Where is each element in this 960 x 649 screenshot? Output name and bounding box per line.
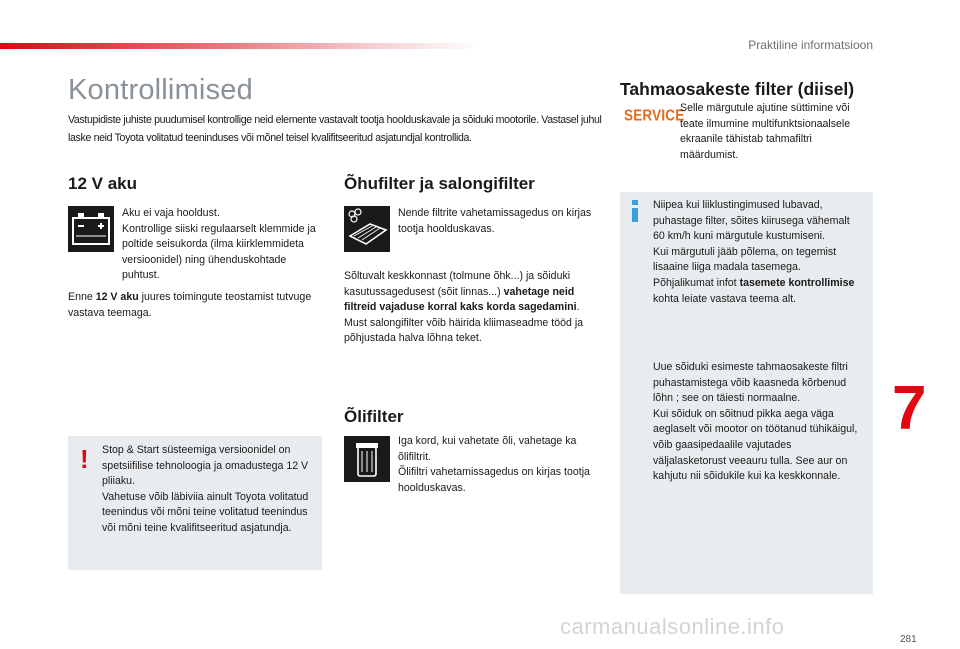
info-p1c (653, 276, 863, 307)
oil-filter-icon (344, 436, 390, 482)
info-p1c-bold: tasemete kontrollimise (739, 276, 855, 289)
oil-filter-line-1: Iga kord, kui vahetate õli, vahetage ka õlifiltrit. (398, 435, 577, 463)
battery-description (122, 206, 322, 284)
air-filter-icon (344, 206, 390, 252)
info-box (620, 192, 873, 594)
info-paragraph-2 (653, 360, 865, 485)
info-paragraph-1 (653, 198, 863, 307)
particle-filter-heading: Tahmaosakeste filter (diisel) (620, 79, 855, 99)
warning-box (68, 436, 322, 570)
air-filter-heading: Õhufilter ja salongifilter (344, 174, 535, 193)
intro-text: Vastupidiste juhiste puudumisel kontrollige neid elemente vastavalt tootja hoolduskavale ja sõiduki mootorile. Vastasel juhul laske neid Toyota volitatud teeninduses või mõnel teisel kvalifitseeritud asjatundjal kontrollida. (68, 114, 602, 144)
air-filter-p2-end: . (576, 301, 580, 314)
battery-line-1: Aku ei vaja hooldust. (122, 207, 220, 219)
battery-icon (68, 206, 114, 252)
info-p1c-suffix: kohta leiate vastava teema alt. (653, 292, 797, 305)
page-title: Kontrollimised (68, 74, 253, 106)
air-filter-paragraph (344, 269, 594, 347)
battery-note-suffix: juures toimingute teostamist tutvuge vastava teemaga. (68, 291, 312, 319)
section-label: Praktiline informatsioon (748, 38, 873, 52)
warning-text-2: Vahetuse võib läbiviia ainult Toyota volitatud teenindus või mõni teine volitatud teenindus või mõni teine kvalifitseeritud asjatundja. (102, 490, 309, 534)
particle-filter-text: Selle märgutule ajutine süttimine või teate ilmumine multifunktsionaalsele ekraanile tähistab tahmafiltri määrdumist. (680, 102, 851, 161)
battery-note (68, 290, 318, 321)
info-p2a: Uue sõiduki esimeste tahmaosakeste filtri puhastamistega võib kaasneda kõrbenud lõhn ; see on täiesti normaalne. (653, 361, 848, 405)
info-p1c-prefix: Põhjalikumat infot (653, 276, 740, 289)
warning-text-1: Stop & Start süsteemiga versioonidel on spetsiifilise tehnoloogia ja omadustega 12 V pliiaku. (102, 444, 309, 488)
page-number: 281 (900, 634, 917, 645)
battery-line-2: Kontrollige siiski regulaarselt klemmide ja poltide seisukorda (ilma kiirklemmideta versioonidel) ning ühenduskohtade puhtust. (122, 222, 316, 282)
battery-heading: 12 V aku (68, 174, 137, 193)
warning-text (102, 443, 312, 537)
air-filter-p2: Sõltuvalt keskkonnast (tolmune õhk...) ja sõiduki kasutussagedusest (sõit linnas...) (344, 270, 571, 298)
air-filter-text: Nende filtrite vahetamissagedus on kirjas tootja hoolduskavas. (398, 207, 592, 235)
watermark: carmanualsonline.info (560, 614, 785, 639)
air-filter-p3: Must salongifilter võib häirida kliimaseadme tööd ja põhjustada halva lõhna teket. (344, 316, 584, 345)
battery-note-bold: 12 V aku (95, 291, 139, 303)
warning-icon: ! (80, 444, 89, 474)
oil-filter-heading: Õlifilter (344, 407, 404, 426)
air-filter-p2-bold: vahetage neid filtreid vajaduse korral kaks korda sagedamini (344, 285, 577, 314)
oil-filter-line-2: Õlifiltri vahetamissagedus on kirjas tootja hoolduskavas. (398, 466, 590, 494)
info-p1b: Kui märgutuli jääb põlema, on tegemist lisaaine liiga madala tasemega. (653, 245, 837, 274)
oil-filter-text (398, 434, 594, 496)
service-warning-icon: SERVICE (624, 106, 685, 125)
info-p2b: Kui sõiduk on sõitnud pikka aega väga aeglaselt või mootor on töötanud tühikäigul, võib gaasipedaalile vajutades väljalasketorust veeauru tulla. See aur on kahjutu nii sõidukile kui ka keskkonnale. (653, 407, 858, 483)
header-accent-bar (0, 43, 480, 49)
info-p1a: Niipea kui liiklustingimused lubavad, puhastage filter, sõites kiirusega vähemalt 60 km/h kuni märgutule kustumiseni. (653, 199, 850, 243)
info-icon (631, 200, 639, 227)
chapter-number: 7 (892, 374, 927, 443)
battery-note-prefix: Enne (68, 291, 96, 303)
